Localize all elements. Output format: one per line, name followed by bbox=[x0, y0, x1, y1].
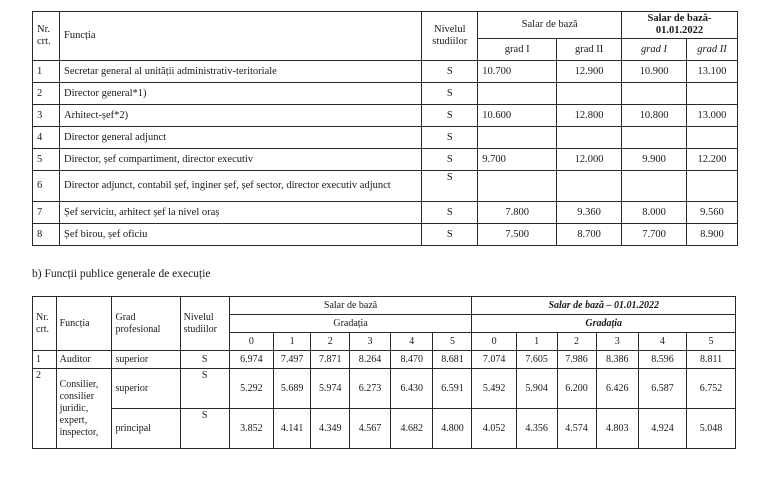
leadership-salary-table bbox=[32, 11, 738, 246]
row-functia: Consilier, consilier juridic, expert, inspector, bbox=[56, 369, 112, 449]
row-nivel: S bbox=[422, 224, 478, 246]
value-cell: 8.681 bbox=[433, 351, 472, 369]
row-grad1: 9.700 bbox=[478, 149, 557, 171]
row-grad2-2022: 13.000 bbox=[686, 105, 737, 127]
table-row bbox=[33, 149, 738, 171]
value-cell-2022: 7.074 bbox=[472, 351, 516, 369]
row-nivel: S bbox=[422, 83, 478, 105]
row-grad1-2022 bbox=[622, 171, 687, 202]
row-functia: Șef birou, șef oficiu bbox=[59, 224, 421, 246]
value-cell: 3.852 bbox=[229, 409, 273, 449]
row-grad1 bbox=[478, 127, 557, 149]
step-2022-4: 4 bbox=[639, 333, 687, 351]
row-grad1 bbox=[478, 83, 557, 105]
step-5: 5 bbox=[433, 333, 472, 351]
step-2022-2: 2 bbox=[557, 333, 596, 351]
row-nivel: S bbox=[180, 351, 229, 369]
table-row bbox=[33, 224, 738, 246]
step-1: 1 bbox=[274, 333, 311, 351]
header-gradatia: Gradația bbox=[229, 315, 472, 333]
row-nr: 4 bbox=[33, 127, 60, 149]
row-nivel: S bbox=[422, 127, 478, 149]
value-cell: 8.264 bbox=[350, 351, 391, 369]
value-cell-2022: 6.200 bbox=[557, 369, 596, 409]
row-grad2: 12.800 bbox=[557, 105, 622, 127]
row-functia: Șef serviciu, arhitect șef la nivel oraș bbox=[59, 202, 421, 224]
table-row bbox=[33, 127, 738, 149]
row-nr: 2 bbox=[33, 83, 60, 105]
value-cell-2022: 5.904 bbox=[516, 369, 557, 409]
value-cell: 4.349 bbox=[311, 409, 350, 449]
row-nivel: S bbox=[180, 369, 229, 409]
section-subtitle: b) Funcții publice generale de execuție bbox=[32, 268, 211, 280]
row-nr: 8 bbox=[33, 224, 60, 246]
row-grad2: 9.360 bbox=[557, 202, 622, 224]
row-grad2-2022: 8.900 bbox=[686, 224, 737, 246]
row-grad2-2022: 13.100 bbox=[686, 61, 737, 83]
table-row bbox=[33, 409, 736, 449]
row-grad2: 8.700 bbox=[557, 224, 622, 246]
header-nr: Nr. crt. bbox=[33, 12, 60, 61]
value-cell-2022: 7.605 bbox=[516, 351, 557, 369]
value-cell: 5.292 bbox=[229, 369, 273, 409]
header-salar-2022: Salar de bază – 01.01.2022 bbox=[472, 297, 736, 315]
value-cell-2022: 4.924 bbox=[639, 409, 687, 449]
row-nr: 2 bbox=[33, 369, 57, 449]
row-grad1: 10.700 bbox=[478, 61, 557, 83]
row-nivel: S bbox=[422, 105, 478, 127]
table-row bbox=[33, 369, 736, 409]
header-grad2-2022: grad II bbox=[686, 39, 737, 61]
header-functia: Funcția bbox=[59, 12, 421, 61]
row-nivel: S bbox=[180, 409, 229, 449]
row-grad1 bbox=[478, 171, 557, 202]
value-cell: 4.141 bbox=[274, 409, 311, 449]
value-cell-2022: 4.803 bbox=[596, 409, 639, 449]
header-grad1: grad I bbox=[478, 39, 557, 61]
value-cell-2022: 8.386 bbox=[596, 351, 639, 369]
value-cell-2022: 4.574 bbox=[557, 409, 596, 449]
value-cell: 5.689 bbox=[274, 369, 311, 409]
value-cell-2022: 5.492 bbox=[472, 369, 516, 409]
row-grad2-2022: 12.200 bbox=[686, 149, 737, 171]
row-functia: Director, șef compartiment, director executiv bbox=[59, 149, 421, 171]
table-row bbox=[33, 83, 738, 105]
table-row bbox=[33, 351, 736, 369]
execution-salary-table bbox=[32, 296, 736, 449]
table-header-row bbox=[33, 12, 738, 39]
header-nr: Nr. crt. bbox=[33, 297, 57, 351]
row-grad1-2022: 8.000 bbox=[622, 202, 687, 224]
header-salar-2022: Salar de bază- 01.01.2022 bbox=[622, 12, 738, 39]
value-cell-2022: 7.986 bbox=[557, 351, 596, 369]
row-functia: Auditor bbox=[56, 351, 112, 369]
row-grad2: 12.000 bbox=[557, 149, 622, 171]
step-2022-5: 5 bbox=[687, 333, 736, 351]
row-functia: Director adjunct, contabil șef, inginer șef, șef sector, director executiv adjunct bbox=[59, 171, 421, 202]
row-functia: Director general adjunct bbox=[59, 127, 421, 149]
row-grad1: 7.500 bbox=[478, 224, 557, 246]
value-cell: 5.974 bbox=[311, 369, 350, 409]
value-cell-2022: 8.811 bbox=[687, 351, 736, 369]
row-nivel: S bbox=[422, 202, 478, 224]
step-4: 4 bbox=[390, 333, 433, 351]
row-grad: principal bbox=[112, 409, 180, 449]
row-grad1-2022 bbox=[622, 127, 687, 149]
value-cell-2022: 6.426 bbox=[596, 369, 639, 409]
value-cell-2022: 5.048 bbox=[687, 409, 736, 449]
table-row bbox=[33, 61, 738, 83]
value-cell: 4.800 bbox=[433, 409, 472, 449]
row-grad2-2022 bbox=[686, 83, 737, 105]
step-2022-3: 3 bbox=[596, 333, 639, 351]
row-grad2-2022 bbox=[686, 127, 737, 149]
row-nivel: S bbox=[422, 149, 478, 171]
row-grad1-2022: 10.800 bbox=[622, 105, 687, 127]
row-grad: superior bbox=[112, 369, 180, 409]
row-grad1-2022: 10.900 bbox=[622, 61, 687, 83]
value-cell: 8.470 bbox=[390, 351, 433, 369]
value-cell: 4.567 bbox=[350, 409, 391, 449]
table-header-row bbox=[33, 297, 736, 315]
row-grad1-2022: 9.900 bbox=[622, 149, 687, 171]
header-nivel: Nivelul studiilor bbox=[422, 12, 478, 61]
value-cell-2022: 4.356 bbox=[516, 409, 557, 449]
value-cell: 7.497 bbox=[274, 351, 311, 369]
row-functia: Arhitect-șef*2) bbox=[59, 105, 421, 127]
row-functia: Director general*1) bbox=[59, 83, 421, 105]
row-nr: 1 bbox=[33, 351, 57, 369]
value-cell: 6.430 bbox=[390, 369, 433, 409]
row-grad2-2022: 9.560 bbox=[686, 202, 737, 224]
row-grad1-2022 bbox=[622, 83, 687, 105]
row-grad1: 10.600 bbox=[478, 105, 557, 127]
header-grad1-2022: grad I bbox=[622, 39, 687, 61]
value-cell-2022: 4.052 bbox=[472, 409, 516, 449]
table-row bbox=[33, 171, 738, 202]
value-cell-2022: 6.752 bbox=[687, 369, 736, 409]
row-nr: 3 bbox=[33, 105, 60, 127]
step-2022-0: 0 bbox=[472, 333, 516, 351]
header-nivel: Nivelul studiilor bbox=[180, 297, 229, 351]
row-nr: 6 bbox=[33, 171, 60, 202]
table-row bbox=[33, 202, 738, 224]
header-gradatia-2022: Gradația bbox=[472, 315, 736, 333]
row-nr: 7 bbox=[33, 202, 60, 224]
header-salar: Salar de bază bbox=[229, 297, 472, 315]
step-3: 3 bbox=[350, 333, 391, 351]
row-grad2-2022 bbox=[686, 171, 737, 202]
step-2: 2 bbox=[311, 333, 350, 351]
step-0: 0 bbox=[229, 333, 273, 351]
row-nr: 5 bbox=[33, 149, 60, 171]
header-functia: Funcția bbox=[56, 297, 112, 351]
row-grad2 bbox=[557, 171, 622, 202]
step-2022-1: 1 bbox=[516, 333, 557, 351]
value-cell-2022: 8.596 bbox=[639, 351, 687, 369]
value-cell: 6.273 bbox=[350, 369, 391, 409]
row-grad1-2022: 7.700 bbox=[622, 224, 687, 246]
value-cell: 4.682 bbox=[390, 409, 433, 449]
value-cell: 6.591 bbox=[433, 369, 472, 409]
row-grad2 bbox=[557, 83, 622, 105]
row-grad2 bbox=[557, 127, 622, 149]
value-cell-2022: 6.587 bbox=[639, 369, 687, 409]
row-grad1: 7.800 bbox=[478, 202, 557, 224]
row-grad2: 12.900 bbox=[557, 61, 622, 83]
row-nr: 1 bbox=[33, 61, 60, 83]
row-nivel: S bbox=[422, 171, 478, 202]
row-nivel: S bbox=[422, 61, 478, 83]
row-functia: Secretar general al unității administrativ-teritoriale bbox=[59, 61, 421, 83]
header-salar: Salar de bază bbox=[478, 12, 622, 39]
row-grad: superior bbox=[112, 351, 180, 369]
value-cell: 7.871 bbox=[311, 351, 350, 369]
table-row bbox=[33, 105, 738, 127]
value-cell: 6.974 bbox=[229, 351, 273, 369]
header-grad: Grad profesional bbox=[112, 297, 180, 351]
header-grad2: grad II bbox=[557, 39, 622, 61]
